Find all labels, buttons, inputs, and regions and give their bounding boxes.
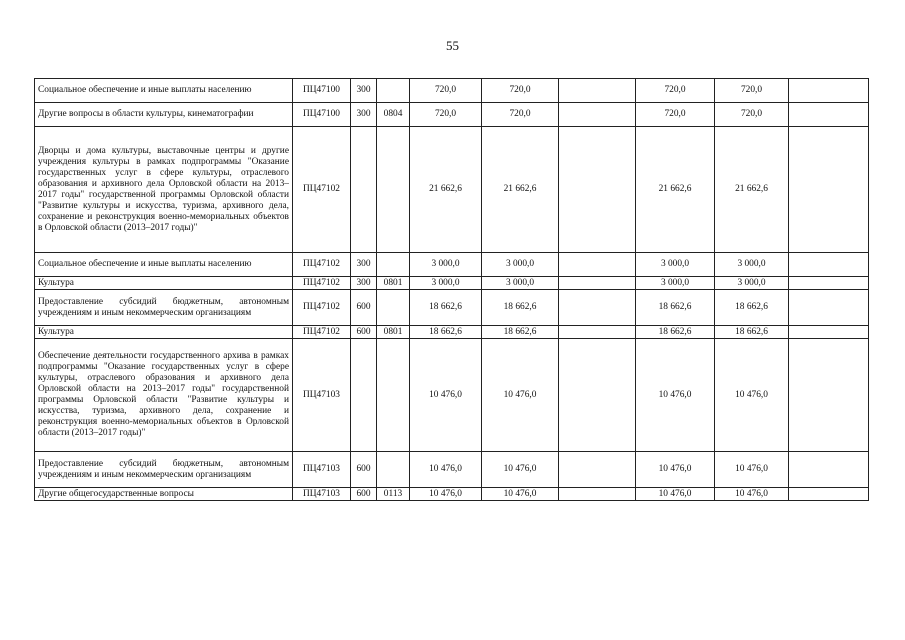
- amount-cell: 3 000,0: [410, 277, 482, 290]
- budget-table: [34, 78, 869, 501]
- amount-cell: [789, 452, 869, 488]
- amount-cell: 10 476,0: [482, 339, 559, 452]
- table-row: [35, 290, 869, 326]
- amount-cell: 18 662,6: [636, 326, 715, 339]
- amount-cell: 10 476,0: [715, 452, 789, 488]
- amount-cell: 720,0: [715, 79, 789, 103]
- amount-cell: 10 476,0: [482, 452, 559, 488]
- expense-type: [351, 127, 377, 253]
- amount-cell: 720,0: [410, 103, 482, 127]
- amount-cell: [559, 488, 636, 501]
- amount-cell: 3 000,0: [410, 253, 482, 277]
- amount-cell: 21 662,6: [410, 127, 482, 253]
- amount-cell: 18 662,6: [410, 326, 482, 339]
- row-name: Предоставление субсидий бюджетным, автономным учреждениям и иным некоммерческим организациям: [35, 290, 293, 326]
- amount-cell: [559, 326, 636, 339]
- program-code: ПЦ47100: [293, 103, 351, 127]
- expense-type: [351, 339, 377, 452]
- expense-type: 600: [351, 452, 377, 488]
- amount-cell: 720,0: [636, 103, 715, 127]
- program-code: ПЦ47103: [293, 488, 351, 501]
- section-code: 0801: [377, 277, 410, 290]
- expense-type: 300: [351, 253, 377, 277]
- amount-cell: 3 000,0: [482, 253, 559, 277]
- amount-cell: [789, 253, 869, 277]
- amount-cell: [789, 488, 869, 501]
- row-name: Социальное обеспечение и иные выплаты населению: [35, 79, 293, 103]
- table-row: [35, 488, 869, 501]
- amount-cell: [559, 339, 636, 452]
- program-code: ПЦ47102: [293, 277, 351, 290]
- section-code: [377, 452, 410, 488]
- section-code: 0804: [377, 103, 410, 127]
- row-name: Обеспечение деятельности государственного архива в рамках подпрограммы "Оказание государственных услуг в сфере культуры, отраслевого образования и архивного дела Орловской области на 2013–2017 годы" государственной программы Орловской области "Развитие культуры и искусства, туризма, архивного дела, сохранение и реконструкция военно-мемориальных объектов в Орловской области (2013–2017 годы)": [35, 339, 293, 452]
- amount-cell: [789, 290, 869, 326]
- amount-cell: 10 476,0: [715, 488, 789, 501]
- amount-cell: [559, 277, 636, 290]
- amount-cell: [559, 253, 636, 277]
- table-row: [35, 326, 869, 339]
- expense-type: 300: [351, 277, 377, 290]
- section-code: [377, 253, 410, 277]
- expense-type: 600: [351, 488, 377, 501]
- amount-cell: 3 000,0: [715, 253, 789, 277]
- amount-cell: 18 662,6: [410, 290, 482, 326]
- program-code: ПЦ47103: [293, 339, 351, 452]
- expense-type: 600: [351, 326, 377, 339]
- amount-cell: 10 476,0: [636, 488, 715, 501]
- amount-cell: 10 476,0: [636, 452, 715, 488]
- table-row: [35, 452, 869, 488]
- section-code: 0801: [377, 326, 410, 339]
- expense-type: 300: [351, 79, 377, 103]
- table-row: [35, 253, 869, 277]
- amount-cell: 18 662,6: [482, 290, 559, 326]
- row-name: Социальное обеспечение и иные выплаты населению: [35, 253, 293, 277]
- amount-cell: [789, 339, 869, 452]
- amount-cell: [559, 103, 636, 127]
- amount-cell: [789, 277, 869, 290]
- program-code: ПЦ47102: [293, 290, 351, 326]
- table-row: [35, 339, 869, 452]
- amount-cell: 720,0: [410, 79, 482, 103]
- amount-cell: 720,0: [715, 103, 789, 127]
- amount-cell: [789, 79, 869, 103]
- expense-type: 600: [351, 290, 377, 326]
- amount-cell: 18 662,6: [482, 326, 559, 339]
- section-code: [377, 79, 410, 103]
- row-name: Другие вопросы в области культуры, кинематографии: [35, 103, 293, 127]
- expense-type: 300: [351, 103, 377, 127]
- row-name: Культура: [35, 326, 293, 339]
- amount-cell: 3 000,0: [636, 253, 715, 277]
- amount-cell: [559, 452, 636, 488]
- amount-cell: [559, 79, 636, 103]
- section-code: [377, 290, 410, 326]
- program-code: ПЦ47102: [293, 127, 351, 253]
- amount-cell: 21 662,6: [482, 127, 559, 253]
- amount-cell: 10 476,0: [410, 488, 482, 501]
- table-row: [35, 103, 869, 127]
- amount-cell: 18 662,6: [715, 290, 789, 326]
- amount-cell: 720,0: [482, 103, 559, 127]
- amount-cell: [789, 127, 869, 253]
- section-code: [377, 339, 410, 452]
- amount-cell: 3 000,0: [482, 277, 559, 290]
- amount-cell: 720,0: [636, 79, 715, 103]
- table-row: [35, 79, 869, 103]
- amount-cell: [789, 103, 869, 127]
- amount-cell: 10 476,0: [482, 488, 559, 501]
- row-name: Дворцы и дома культуры, выставочные центры и другие учреждения культуры в рамках подпрограммы "Оказание государственных услуг в сфере культуры, отраслевого образования и архивного дела Орловской области на 2013–2017 годы" государственной программы Орловской области "Развитие культуры и искусства, туризма, архивного дела, сохранение и реконструкция военно-мемориальных объектов в Орловской области (2013–2017 годы)": [35, 127, 293, 253]
- amount-cell: [559, 290, 636, 326]
- program-code: ПЦ47102: [293, 253, 351, 277]
- section-code: [377, 127, 410, 253]
- amount-cell: 10 476,0: [410, 339, 482, 452]
- amount-cell: [789, 326, 869, 339]
- amount-cell: [559, 127, 636, 253]
- amount-cell: 18 662,6: [636, 290, 715, 326]
- row-name: Другие общегосударственные вопросы: [35, 488, 293, 501]
- program-code: ПЦ47102: [293, 326, 351, 339]
- amount-cell: 3 000,0: [636, 277, 715, 290]
- amount-cell: 10 476,0: [410, 452, 482, 488]
- table-row: [35, 277, 869, 290]
- amount-cell: 21 662,6: [715, 127, 789, 253]
- row-name: Предоставление субсидий бюджетным, автономным учреждениям и иным некоммерческим организациям: [35, 452, 293, 488]
- program-code: ПЦ47103: [293, 452, 351, 488]
- table-row: [35, 127, 869, 253]
- amount-cell: 18 662,6: [715, 326, 789, 339]
- amount-cell: 10 476,0: [715, 339, 789, 452]
- amount-cell: 720,0: [482, 79, 559, 103]
- row-name: Культура: [35, 277, 293, 290]
- page-number: 55: [446, 38, 459, 53]
- amount-cell: 10 476,0: [636, 339, 715, 452]
- program-code: ПЦ47100: [293, 79, 351, 103]
- amount-cell: 3 000,0: [715, 277, 789, 290]
- section-code: 0113: [377, 488, 410, 501]
- amount-cell: 21 662,6: [636, 127, 715, 253]
